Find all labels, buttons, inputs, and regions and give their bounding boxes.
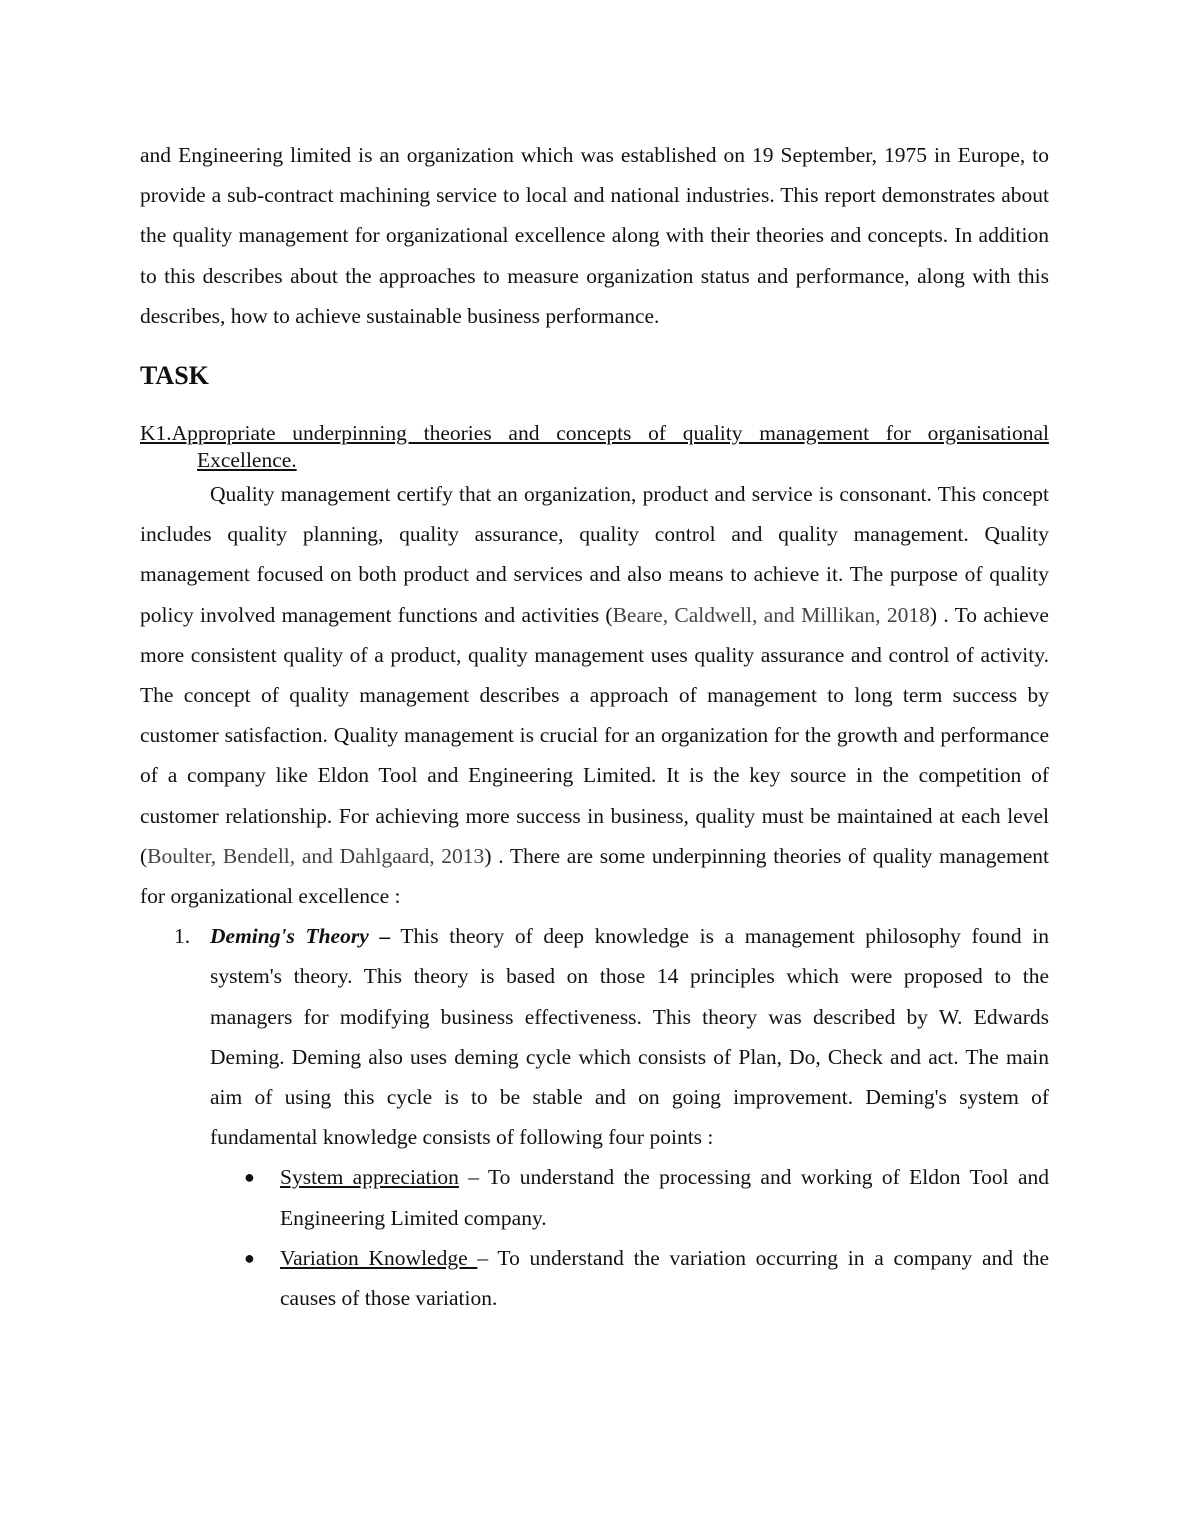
section-heading-k1: K1.Appropriate underpinning theories and concepts of quality management for organisational Excellence.: [140, 421, 1049, 473]
list-item: [210, 1157, 1049, 1237]
citation-boulter: Boulter, Bendell, and Dahlgaard, 2013: [147, 843, 485, 868]
list-item: [210, 1238, 1049, 1318]
point-label: Variation Knowledge: [280, 1245, 478, 1270]
list-item: [140, 916, 1049, 1318]
body-paragraph: [140, 474, 1049, 916]
theory-dash: –: [368, 924, 391, 949]
point-text: – To understand the processing and working of Eldon Tool and Engineering Limited company.: [280, 1165, 1049, 1230]
body-text-part3: ) . There are some underpinning theories of quality management for organizational excellence :: [140, 843, 1049, 909]
citation-beare: Beare, Caldwell, and Millikan, 2018: [612, 602, 930, 627]
body-text-part2: ) . To achieve more consistent quality of a product, quality management uses quality assurance and control of activity. The concept of quality management describes a approach of management to long term success by customer satisfaction. Quality management is crucial for an organization for the growth and performance of a company like Eldon Tool and Engineering Limited. It is the key source in the competition of customer relationship. For achieving more success in business, quality must be maintained at each level (: [140, 602, 1049, 868]
point-label: System appreciation: [280, 1165, 459, 1190]
theories-list: [140, 916, 1049, 1318]
bullet-icon: ●: [244, 1167, 255, 1188]
body-text-part1: Quality management certify that an organization, product and service is consonant. This concept includes quality planning, quality assurance, quality control and quality management. Quality management focused on both product and services and also means to achieve it. The purpose of quality policy involved management functions and activities (: [140, 482, 1049, 627]
points-list: [210, 1157, 1049, 1318]
document-page: [140, 135, 1049, 1318]
theory-text: This theory of deep knowledge is a management philosophy found in system's theory. This theory is based on those 14 principles which were proposed to the managers for modifying business effectiveness. This theory was described by W. Edwards Deming. Deming also uses deming cycle which consists of Plan, Do, Check and act. The main aim of using this cycle is to be stable and on going improvement. Deming's system of fundamental knowledge consists of following four points :: [210, 924, 1050, 1150]
bullet-icon: ●: [244, 1247, 255, 1268]
theory-term: Deming's Theory: [210, 924, 369, 949]
list-number: 1.: [174, 924, 191, 949]
intro-paragraph: and Engineering limited is an organization which was established on 19 September, 1975 in Europe, to provide a sub-contract machining service to local and national industries. This report demonstrates about the quality management for organizational excellence along with their theories and concepts. In addition to this describes about the approaches to measure organization status and performance, along with this describes, how to achieve sustainable business performance.: [140, 143, 1049, 328]
point-text: – To understand the variation occurring in a company and the causes of those variation.: [280, 1245, 1050, 1311]
task-heading: TASK: [140, 361, 209, 391]
